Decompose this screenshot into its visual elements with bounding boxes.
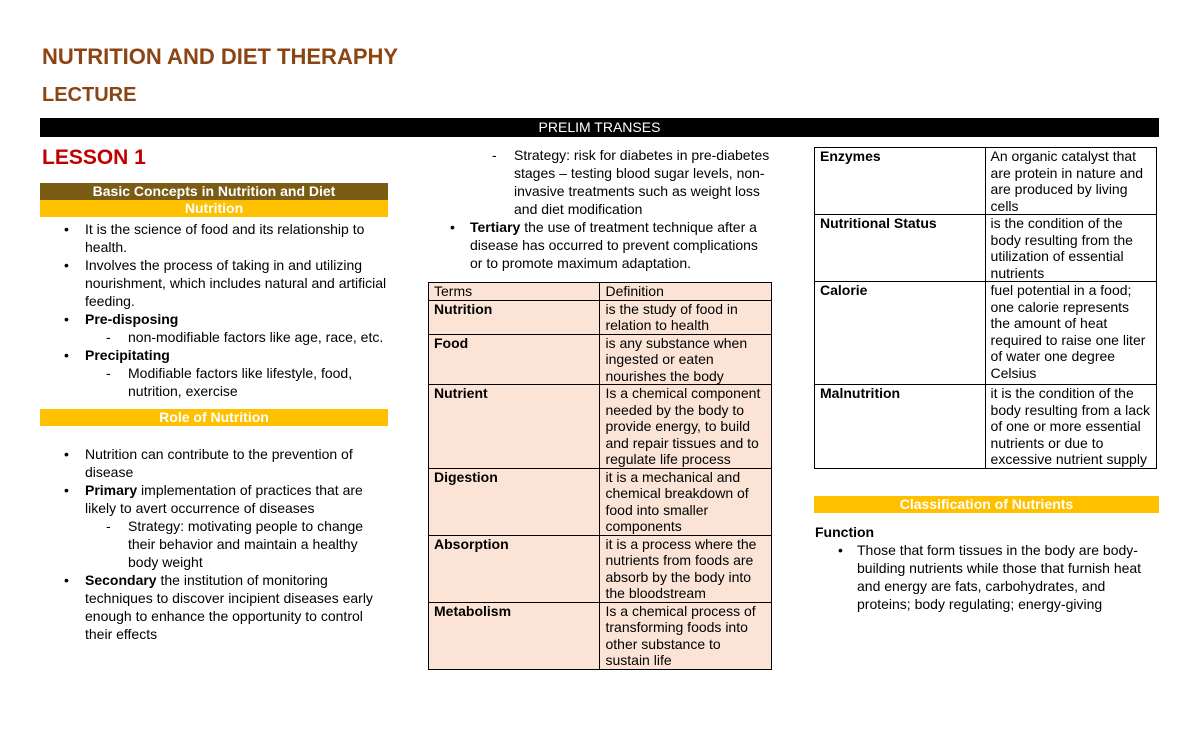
lesson-heading: LESSON 1 <box>42 146 146 169</box>
list-item: • Tertiary the use of treatment technique after a disease has occurred to prevent complications or to promote maximum adaptation. <box>426 218 773 272</box>
document-title: NUTRITION AND DIET THERAPHY <box>42 44 399 69</box>
predisposing-dash-list <box>40 328 388 346</box>
document-subtitle: LECTURE <box>42 84 137 106</box>
primary-label: Primary <box>85 482 138 498</box>
secondary-label: Secondary <box>85 572 157 588</box>
list-item: • It is the science of food and its relationship to health. <box>40 220 388 256</box>
section-header-basic-concepts: Basic Concepts in Nutrition and Diet <box>40 183 388 200</box>
column-header: Terms <box>429 283 600 301</box>
section-header-role-of-nutrition: Role of Nutrition <box>40 409 388 426</box>
list-item: - non-modifiable factors like age, race, etc. <box>40 328 388 346</box>
terms-table-continued <box>814 147 1157 469</box>
function-label: Function <box>815 523 875 540</box>
precipitating-label: Precipitating <box>85 347 170 363</box>
predisposing-label: Pre-disposing <box>85 311 179 327</box>
table-row: Calorie fuel potential in a food; one calorie represents the amount of heat required to raise one liter of water one degree Celsius <box>815 282 1157 385</box>
function-bullet-list <box>814 541 1159 613</box>
list-item: - Strategy: risk for diabetes in pre-diabetes stages – testing blood sugar levels, non-invasive treatments such as weight loss and diet modification <box>426 146 773 218</box>
list-item: • Those that form tissues in the body are body-building nutrients while those that furnish heat and energy are fats, carbohydrates, and proteins; body regulating; energy-giving <box>814 541 1159 613</box>
list-item: • Nutrition can contribute to the prevention of disease <box>40 445 388 481</box>
prelim-banner: PRELIM TRANSES <box>40 118 1159 137</box>
list-item <box>40 310 388 328</box>
list-item: - Strategy: motivating people to change their behavior and maintain a healthy body weight <box>40 517 388 571</box>
list-item: • Primary implementation of practices that are likely to avert occurrence of diseases <box>40 481 388 517</box>
precipitating-dash-list <box>40 364 388 400</box>
table-row: Absorption it is a process where the nutrients from foods are absorb by the body into the bloodstream <box>429 535 772 602</box>
table-row: Nutrition is the study of food in relation to health <box>429 300 772 334</box>
role-bullet-list <box>40 445 388 517</box>
table-row: Enzymes An organic catalyst that are protein in nature and are produced by living cells <box>815 148 1157 215</box>
table-header-row <box>429 283 772 301</box>
table-row: Food is any substance when ingested or eaten nourishes the body <box>429 334 772 385</box>
list-item <box>40 346 388 364</box>
table-row: Metabolism Is a chemical process of transforming foods into other substance to sustain life <box>429 602 772 669</box>
tertiary-strategy-dash <box>426 146 773 218</box>
nutrition-bullet-list <box>40 220 388 328</box>
terms-table <box>428 282 772 670</box>
list-item: • Involves the process of taking in and utilizing nourishment, which includes natural and artificial feeding. <box>40 256 388 310</box>
table-row: Nutrient Is a chemical component needed by the body to provide energy, to build and repair tissues and to regulate life process <box>429 385 772 469</box>
column-right <box>814 147 1159 613</box>
list-item: • Secondary the institution of monitoring techniques to discover incipient diseases early enough to enhance the opportunity to control their effects <box>40 571 388 643</box>
section-subheader-nutrition: Nutrition <box>40 200 388 217</box>
table-row: Digestion it is a mechanical and chemical breakdown of food into smaller components <box>429 468 772 535</box>
column-middle <box>428 146 773 670</box>
column-left <box>40 183 388 643</box>
section-header-classification: Classification of Nutrients <box>814 496 1159 513</box>
tertiary-label: Tertiary <box>470 219 521 235</box>
list-item: - Modifiable factors like lifestyle, food, nutrition, exercise <box>40 364 388 400</box>
table-row: Nutritional Status is the condition of the body resulting from the utilization of essential nutrients <box>815 215 1157 282</box>
table-row: Malnutrition it is the condition of the body resulting from a lack of one or more essential nutrients or due to excessive nutrient supply <box>815 385 1157 469</box>
column-header: Definition <box>600 283 772 301</box>
